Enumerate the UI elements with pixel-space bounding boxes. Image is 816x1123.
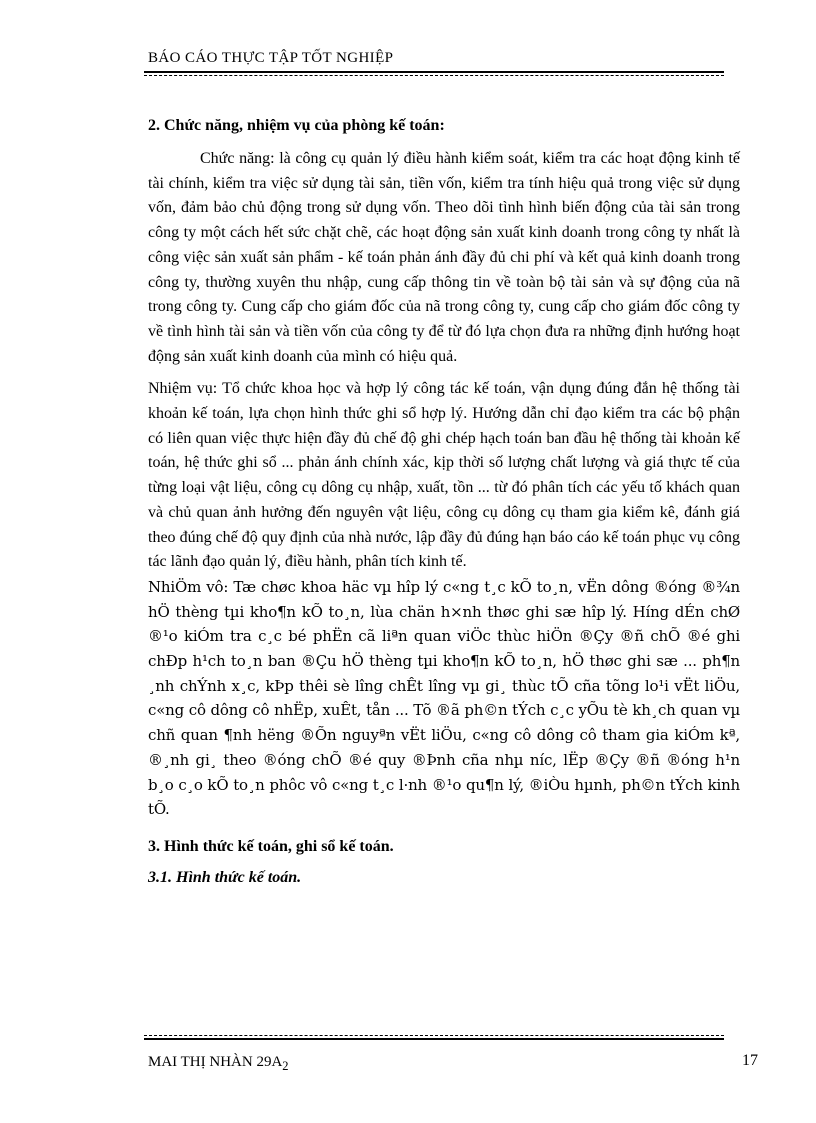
header-rule-dashed (144, 75, 724, 76)
duties-paragraph: Nhiệm vụ: Tổ chức khoa học và hợp lý công tác kế toán, vận dụng đúng đắn hệ thống tài khoản kế toán, lựa chọn hình thức ghi sổ hợp lý. Hướng dẫn chỉ đạo kiểm tra các bộ phận có liên quan việc thực hiện đầy đủ chế độ ghi chép hạch toán ban đầu hệ thống tài khoản kế toán, hệ thức ghi sổ ... phản ánh chính xác, kịp thời số lượng chất lượng và giá thực tế của từng loại vật liệu, công cụ dông cụ nhập, xuất, tồn ... từ đó phân tích các yếu tố khách quan và chủ quan ảnh hưởng đến nguyên vật liệu, công cụ dông cụ tham gia kiểm kê, đánh giá theo đúng chế độ quy định của nhà nước, lập đầy đủ đúng hạn báo cáo kế toán phục vụ công tác lãnh đạo quản lý, điều hành, phân tích kinh tế. (148, 380, 740, 571)
footer-rule-dashed (144, 1035, 724, 1036)
footer-author (148, 1054, 289, 1074)
section-2-heading: 2. Chức năng, nhiệm vụ của phòng kế toán: (148, 117, 445, 134)
footer-author-subscript: 2 (282, 1059, 289, 1073)
page-number: 17 (742, 1052, 758, 1069)
duties-paragraph-garbled: NhiÖm vô: Tæ chøc khoa häc vµ hîp lý c«ng t¸c kÕ to¸n, vËn dông ®óng ®¾n hÖ thèng tµi kho¶n kÕ to¸n, lùa chän h×nh thøc ghi sæ hîp lý. Híng dÉn chØ ®¹o kiÓm tra c¸c bé phËn cã liªn quan viÖc thùc hiÖn ®Çy ®ñ chÕ ®é ghi chÐp h¹ch to¸n ban ®Çu hÖ thèng tµi kho¶n kÕ to¸n, hÖ thøc ghi sæ ... ph¶n ¸nh chÝnh x¸c, kÞp thêi sè lîng chÊt lîng vµ gi¸ thùc tÕ cña tõng lo¹i vËt liÖu, c«ng cô dông cô nhËp, xuÊt, tån ... Tõ ®ã ph©n tÝch c¸c yÕu tè kh¸ch quan vµ chñ quan ¶nh hëng ®Õn nguyªn vËt liÖu, c«ng cô dông cô tham gia kiÓm kª, ®¸nh gi¸ theo ®óng chÕ ®é quy ®Þnh cña nhµ níc, lËp ®Çy ®ñ ®óng h¹n b¸o c¸o kÕ to¸n phôc vô c«ng t¸c l·nh ®¹o qu¶n lý, ®iÒu hµnh, ph©n tÝch kinh tÕ. (148, 577, 740, 819)
footer-rule (144, 1038, 724, 1040)
footer-author-name: MAI THỊ NHÀN 29A (148, 1054, 283, 1070)
section-3-1-heading: 3.1. Hình thức kế toán. (148, 868, 302, 886)
header-rule (144, 71, 724, 73)
running-header: BÁO CÁO THỰC TẬP TỐT NGHIỆP (148, 50, 394, 66)
section-3-heading: 3. Hình thức kế toán, ghi sổ kế toán. (148, 837, 394, 855)
functions-paragraph: Chức năng: là công cụ quản lý điều hành kiểm soát, kiểm tra các hoạt động kinh tế tài chính, kiểm tra việc sử dụng tài sản, tiền vốn, kiểm tra tính hiệu quả trong việc sử dụng vốn, đảm bảo chủ động trong sử dụng vốn. Theo dõi tình hình biến động của tài sản trong công ty một cách hết sức chặt chẽ, các hoạt động sản xuất kinh doanh trong công ty nhất là công việc sản xuất sản phẩm - kế toán phản ánh đầy đủ chi phí và kết quả kinh doanh trong công ty, thường xuyên thu nhập, cung cấp thông tin về toàn bộ tài sản và sự động của nã trong công ty. Cung cấp cho giám đốc của nã trong công ty, cung cấp cho giám đốc công ty về tình hình tài sản và tiền vốn của công ty để từ đó lựa chọn đưa ra những định hướng hoạt động sản xuất kinh doanh của mình có hiệu quả. (148, 150, 740, 365)
page-body (148, 117, 740, 887)
